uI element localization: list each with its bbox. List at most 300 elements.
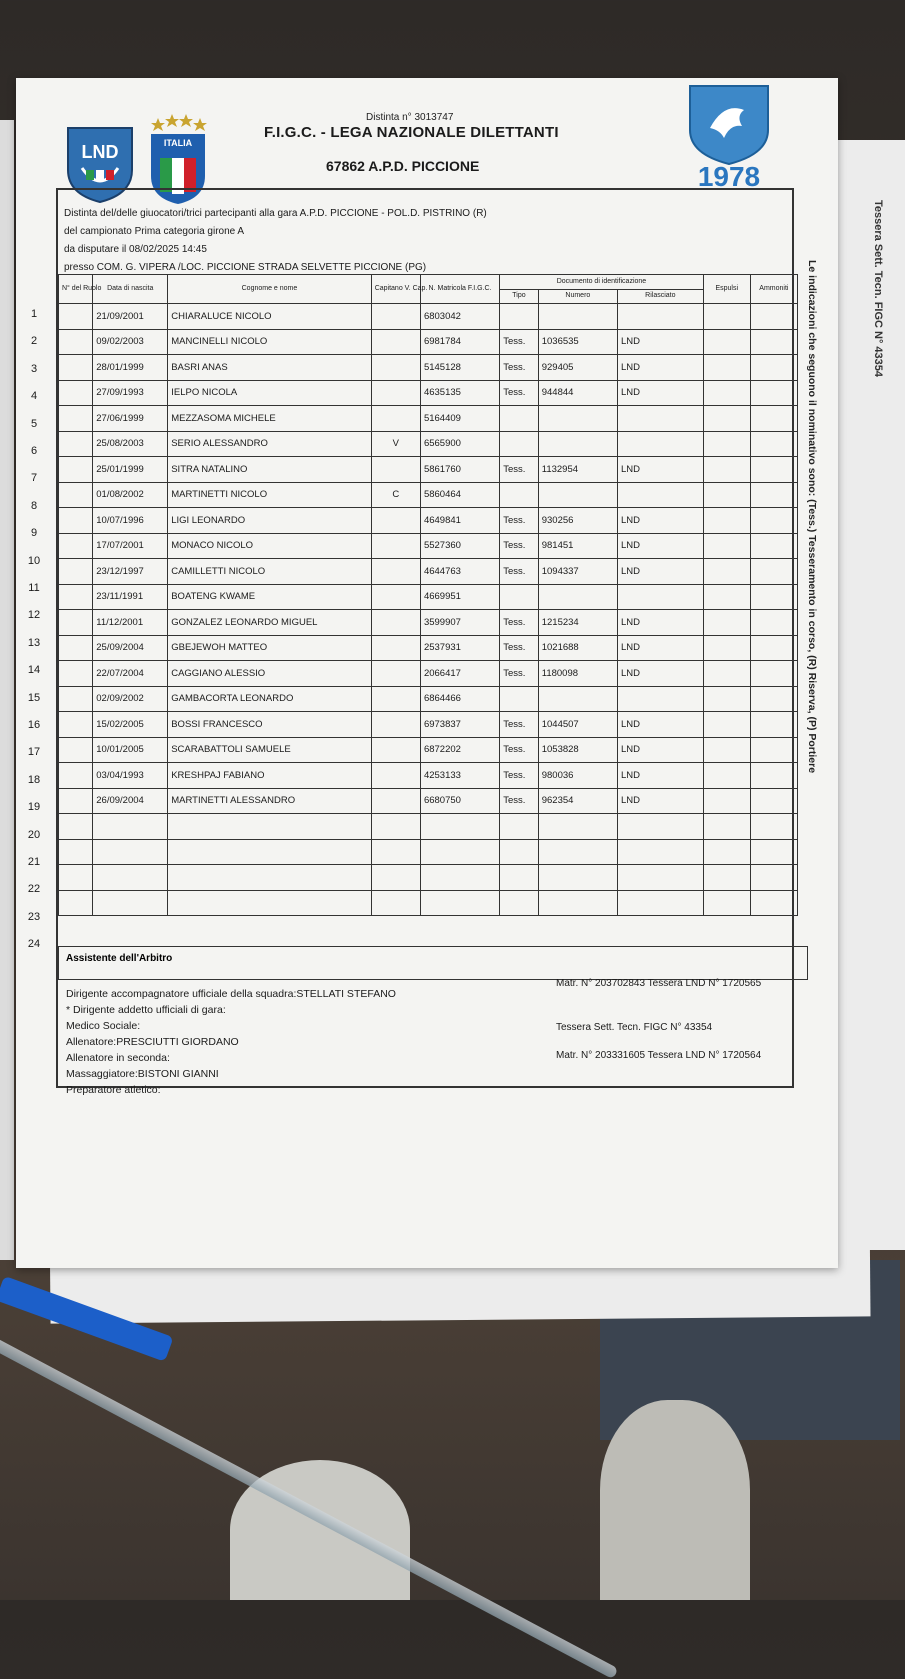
numero-cell: 1036535 — [538, 329, 617, 355]
tipo-cell: Tess. — [500, 380, 539, 406]
row-number: 10 — [27, 554, 41, 567]
footer-allenatore-tessera: Tessera Sett. Tecn. FIGC N° 43354 — [556, 1022, 713, 1033]
rilasciato-cell: LND — [617, 559, 703, 585]
espulsi-cell — [703, 661, 750, 687]
espulsi-cell — [703, 763, 750, 789]
nome-cell: GAMBACORTA LEONARDO — [168, 686, 371, 712]
row-number: 21 — [27, 856, 41, 868]
nome-cell: CHIARALUCE NICOLO — [168, 304, 371, 330]
ammoniti-cell — [750, 763, 797, 789]
rilasciato-cell: LND — [617, 457, 703, 483]
footer-allenatore2: Allenatore in seconda: — [66, 1052, 170, 1064]
row-number: 3 — [30, 362, 38, 375]
meta-gara: Distinta del/delle giuocatori/trici partecipanti alla gara A.P.D. PICCIONE - POL.D. PISTRINO (R) — [64, 208, 487, 219]
capitano-cell — [371, 406, 420, 432]
tipo-cell — [500, 686, 539, 712]
ammoniti-cell — [750, 686, 797, 712]
nome-cell — [168, 890, 371, 916]
nome-cell — [168, 865, 371, 891]
nascita-cell: 03/04/1993 — [93, 763, 168, 789]
numero-cell: 980036 — [538, 763, 617, 789]
rilasciato-cell: LND — [617, 661, 703, 687]
espulsi-cell — [703, 406, 750, 432]
shoe-right — [600, 1400, 750, 1600]
table-row — [59, 890, 798, 916]
numero-cell: 1044507 — [538, 712, 617, 738]
rilasciato-cell — [617, 890, 703, 916]
ammoniti-cell — [750, 355, 797, 381]
espulsi-cell — [703, 431, 750, 457]
nome-cell: BASRI ANAS — [168, 355, 371, 381]
table-row — [59, 406, 798, 432]
numero-cell — [538, 431, 617, 457]
ammoniti-cell — [750, 559, 797, 585]
rilasciato-cell: LND — [617, 610, 703, 636]
nome-cell: CAMILLETTI NICOLO — [168, 559, 371, 585]
row-number: 11 — [28, 582, 40, 594]
tipo-cell — [500, 431, 539, 457]
italia-logo-text: ITALIA — [163, 138, 193, 148]
nome-cell: GBEJEWOH MATTEO — [168, 635, 371, 661]
nome-cell: MEZZASOMA MICHELE — [168, 406, 371, 432]
nascita-cell: 01/08/2002 — [93, 482, 168, 508]
table-row — [59, 304, 798, 330]
meta-campionato: del campionato Prima categoria girone A — [64, 226, 245, 237]
rilasciato-cell: LND — [617, 788, 703, 814]
nome-cell: GONZALEZ LEONARDO MIGUEL — [168, 610, 371, 636]
matricola-cell: 5527360 — [420, 533, 499, 559]
row-number: 17 — [27, 746, 41, 759]
nome-cell: CAGGIANO ALESSIO — [168, 661, 371, 687]
row-number: 23 — [27, 910, 41, 923]
numero-cell — [538, 584, 617, 610]
espulsi-cell — [703, 686, 750, 712]
espulsi-cell — [703, 508, 750, 534]
capitano-cell — [371, 329, 420, 355]
numero-cell: 1215234 — [538, 610, 617, 636]
capitano-cell — [371, 380, 420, 406]
table-row — [59, 814, 798, 840]
col-ruolo: N° del Ruolo — [59, 275, 93, 304]
rilasciato-cell — [617, 304, 703, 330]
nascita-cell: 10/01/2005 — [93, 737, 168, 763]
ruolo-cell — [59, 431, 93, 457]
espulsi-cell — [703, 839, 750, 865]
matricola-cell: 6565900 — [420, 431, 499, 457]
ammoniti-cell — [750, 533, 797, 559]
capitano-cell — [371, 635, 420, 661]
espulsi-cell — [703, 584, 750, 610]
col-nome: Cognome e nome — [168, 275, 371, 304]
ruolo-cell — [59, 406, 93, 432]
nascita-cell: 25/01/1999 — [93, 457, 168, 483]
tipo-cell: Tess. — [500, 763, 539, 789]
row-number: 4 — [30, 390, 38, 403]
rilasciato-cell — [617, 406, 703, 432]
numero-cell — [538, 839, 617, 865]
numero-cell: 1021688 — [538, 635, 617, 661]
ruolo-cell — [59, 482, 93, 508]
rilasciato-cell — [617, 482, 703, 508]
footer-preparatore: Preparatore atletico: — [66, 1084, 161, 1096]
numero-cell: 1180098 — [538, 661, 617, 687]
table-row — [59, 610, 798, 636]
nome-cell: IELPO NICOLA — [168, 380, 371, 406]
col-espulsi: Espulsi — [703, 275, 750, 304]
espulsi-cell — [703, 457, 750, 483]
tipo-cell: Tess. — [500, 737, 539, 763]
matricola-cell — [420, 890, 499, 916]
ammoniti-cell — [750, 406, 797, 432]
col-numero: Numero — [538, 289, 617, 304]
meta-data: da disputare il 08/02/2025 14:45 — [64, 244, 207, 255]
table-row — [59, 482, 798, 508]
nascita-cell: 23/11/1991 — [93, 584, 168, 610]
rilasciato-cell: LND — [617, 508, 703, 534]
numero-cell — [538, 865, 617, 891]
nome-cell — [168, 839, 371, 865]
ruolo-cell — [59, 533, 93, 559]
tipo-cell — [500, 865, 539, 891]
numero-cell: 929405 — [538, 355, 617, 381]
tipo-cell: Tess. — [500, 661, 539, 687]
ruolo-cell — [59, 814, 93, 840]
numero-cell: 981451 — [538, 533, 617, 559]
nascita-cell: 27/06/1999 — [93, 406, 168, 432]
ammoniti-cell — [750, 304, 797, 330]
tipo-cell: Tess. — [500, 712, 539, 738]
table-row — [59, 635, 798, 661]
ammoniti-cell — [750, 584, 797, 610]
club-logo-year: 1978 — [697, 161, 761, 192]
matricola-cell — [420, 865, 499, 891]
capitano-cell — [371, 865, 420, 891]
capitano-cell — [371, 839, 420, 865]
tipo-cell: Tess. — [500, 355, 539, 381]
side-sheet-text: Tessera Sett. Tecn. FIGC N° 43354 — [872, 200, 884, 378]
ammoniti-cell — [750, 712, 797, 738]
table-row — [59, 329, 798, 355]
players-table-body — [59, 304, 798, 916]
row-number: 2 — [30, 335, 38, 348]
matricola-cell: 3599907 — [420, 610, 499, 636]
assistente-label: Assistente dell'Arbitro — [66, 953, 173, 964]
rilasciato-cell: LND — [617, 355, 703, 381]
numero-cell: 930256 — [538, 508, 617, 534]
capitano-cell — [371, 814, 420, 840]
nome-cell: BOSSI FRANCESCO — [168, 712, 371, 738]
espulsi-cell — [703, 533, 750, 559]
table-row — [59, 457, 798, 483]
nascita-cell: 28/01/1999 — [93, 355, 168, 381]
table-row — [59, 508, 798, 534]
row-number: 22 — [27, 883, 41, 896]
row-number: 18 — [27, 773, 41, 786]
matricola-cell: 6973837 — [420, 712, 499, 738]
ammoniti-cell — [750, 508, 797, 534]
tipo-cell: Tess. — [500, 533, 539, 559]
table-row — [59, 737, 798, 763]
row-number: 9 — [30, 527, 38, 540]
espulsi-cell — [703, 610, 750, 636]
footer-dirigente: Dirigente accompagnatore ufficiale della squadra:STELLATI STEFANO — [66, 988, 396, 1000]
row-number: 19 — [27, 801, 41, 814]
matricola-cell: 6680750 — [420, 788, 499, 814]
nome-cell: LIGI LEONARDO — [168, 508, 371, 534]
meta-presso: presso COM. G. VIPERA /LOC. PICCIONE STRADA SELVETTE PICCIONE (PG) — [64, 262, 427, 273]
col-nascita: Data di nascita — [93, 275, 168, 304]
nascita-cell: 23/12/1997 — [93, 559, 168, 585]
ammoniti-cell — [750, 431, 797, 457]
ammoniti-cell — [750, 890, 797, 916]
rilasciato-cell: LND — [617, 380, 703, 406]
nascita-cell — [93, 890, 168, 916]
capitano-cell — [371, 559, 420, 585]
ammoniti-cell — [750, 865, 797, 891]
numero-cell: 1094337 — [538, 559, 617, 585]
numero-cell: 962354 — [538, 788, 617, 814]
espulsi-cell — [703, 635, 750, 661]
capitano-cell — [371, 584, 420, 610]
ammoniti-cell — [750, 482, 797, 508]
ammoniti-cell — [750, 380, 797, 406]
row-number: 14 — [27, 664, 41, 677]
table-row — [59, 431, 798, 457]
ruolo-cell — [59, 788, 93, 814]
row-number: 16 — [27, 719, 41, 731]
capitano-cell — [371, 610, 420, 636]
table-row — [59, 686, 798, 712]
nome-cell: SITRA NATALINO — [168, 457, 371, 483]
matricola-cell: 5861760 — [420, 457, 499, 483]
nascita-cell: 26/09/2004 — [93, 788, 168, 814]
row-number: 12 — [27, 609, 41, 622]
distinta-sheet — [16, 78, 838, 1268]
ammoniti-cell — [750, 635, 797, 661]
nascita-cell — [93, 865, 168, 891]
matricola-cell: 4649841 — [420, 508, 499, 534]
capitano-cell — [371, 763, 420, 789]
row-number: 13 — [27, 636, 41, 649]
capitano-cell: V — [371, 431, 420, 457]
row-number: 1 — [30, 308, 38, 320]
numero-cell — [538, 304, 617, 330]
footer-dirigente-matricola: Matr. N° 203702843 Tessera LND N° 1720565 — [556, 978, 762, 989]
row-number: 15 — [27, 691, 41, 704]
nascita-cell: 02/09/2002 — [93, 686, 168, 712]
espulsi-cell — [703, 712, 750, 738]
ruolo-cell — [59, 865, 93, 891]
tipo-cell: Tess. — [500, 635, 539, 661]
ruolo-cell — [59, 355, 93, 381]
table-row — [59, 839, 798, 865]
ruolo-cell — [59, 610, 93, 636]
nome-cell: MANCINELLI NICOLO — [168, 329, 371, 355]
tipo-cell: Tess. — [500, 508, 539, 534]
espulsi-cell — [703, 865, 750, 891]
col-ammoniti: Ammoniti — [750, 275, 797, 304]
tipo-cell: Tess. — [500, 610, 539, 636]
nome-cell: MARTINETTI ALESSANDRO — [168, 788, 371, 814]
numero-cell: 1053828 — [538, 737, 617, 763]
footer-allenatore: Allenatore:PRESCIUTTI GIORDANO — [66, 1036, 239, 1048]
nascita-cell: 09/02/2003 — [93, 329, 168, 355]
matricola-cell: 6872202 — [420, 737, 499, 763]
ruolo-cell — [59, 559, 93, 585]
table-row — [59, 661, 798, 687]
espulsi-cell — [703, 788, 750, 814]
legend-note: Le indicazioni che seguono il nominativo sono: (Tess.) Tesseramento in corso, (R) Riserva, (P) Portiere — [806, 260, 818, 774]
ruolo-cell — [59, 763, 93, 789]
tipo-cell — [500, 839, 539, 865]
tipo-cell — [500, 584, 539, 610]
rilasciato-cell: LND — [617, 763, 703, 789]
espulsi-cell — [703, 304, 750, 330]
capitano-cell — [371, 737, 420, 763]
nascita-cell — [93, 814, 168, 840]
capitano-cell: C — [371, 482, 420, 508]
table-row — [59, 712, 798, 738]
ammoniti-cell — [750, 329, 797, 355]
nascita-cell: 17/07/2001 — [93, 533, 168, 559]
numero-cell — [538, 814, 617, 840]
distinta-number: Distinta n° 3013747 — [366, 112, 454, 123]
nome-cell: KRESHPAJ FABIANO — [168, 763, 371, 789]
ruolo-cell — [59, 839, 93, 865]
ruolo-cell — [59, 737, 93, 763]
table-row — [59, 380, 798, 406]
ruolo-cell — [59, 329, 93, 355]
rilasciato-cell — [617, 686, 703, 712]
capitano-cell — [371, 533, 420, 559]
footer-massaggiatore-matricola: Matr. N° 203331605 Tessera LND N° 1720564 — [556, 1050, 762, 1061]
ruolo-cell — [59, 508, 93, 534]
col-matricola: N. Matricola F.I.G.C. — [420, 275, 499, 304]
left-paper-edge — [0, 120, 14, 1260]
rilasciato-cell — [617, 814, 703, 840]
ammoniti-cell — [750, 839, 797, 865]
tipo-cell: Tess. — [500, 788, 539, 814]
rilasciato-cell: LND — [617, 712, 703, 738]
row-number: 5 — [30, 417, 38, 430]
row-number: 24 — [27, 938, 41, 951]
page-title: F.I.G.C. - LEGA NAZIONALE DILETTANTI — [264, 124, 559, 141]
table-row — [59, 355, 798, 381]
ruolo-cell — [59, 661, 93, 687]
matricola-cell: 6803042 — [420, 304, 499, 330]
tipo-cell: Tess. — [500, 457, 539, 483]
tipo-cell: Tess. — [500, 559, 539, 585]
matricola-cell: 4635135 — [420, 380, 499, 406]
numero-cell — [538, 890, 617, 916]
col-documento: Documento di identificazione — [500, 275, 704, 290]
matricola-cell: 6981784 — [420, 329, 499, 355]
rilasciato-cell — [617, 431, 703, 457]
table-row — [59, 763, 798, 789]
ruolo-cell — [59, 635, 93, 661]
players-table — [58, 274, 798, 916]
capitano-cell — [371, 508, 420, 534]
espulsi-cell — [703, 482, 750, 508]
nascita-cell: 25/09/2004 — [93, 635, 168, 661]
nascita-cell: 10/07/1996 — [93, 508, 168, 534]
matricola-cell: 4253133 — [420, 763, 499, 789]
col-rilasciato: Rilasciato — [617, 289, 703, 304]
table-row — [59, 559, 798, 585]
footer-massaggiatore: Massaggiatore:BISTONI GIANNI — [66, 1068, 219, 1080]
ruolo-cell — [59, 584, 93, 610]
nome-cell: MARTINETTI NICOLO — [168, 482, 371, 508]
rilasciato-cell: LND — [617, 737, 703, 763]
rilasciato-cell: LND — [617, 635, 703, 661]
capitano-cell — [371, 686, 420, 712]
matricola-cell — [420, 839, 499, 865]
rilasciato-cell — [617, 839, 703, 865]
row-number: 7 — [30, 472, 38, 485]
table-row — [59, 865, 798, 891]
numero-cell: 944844 — [538, 380, 617, 406]
piccione-club-logo-icon — [684, 82, 774, 194]
nome-cell: MONACO NICOLO — [168, 533, 371, 559]
matricola-cell: 4669951 — [420, 584, 499, 610]
capitano-cell — [371, 712, 420, 738]
row-number: 8 — [30, 499, 38, 512]
nascita-cell: 21/09/2001 — [93, 304, 168, 330]
capitano-cell — [371, 355, 420, 381]
tipo-cell — [500, 406, 539, 432]
capitano-cell — [371, 457, 420, 483]
ammoniti-cell — [750, 737, 797, 763]
ammoniti-cell — [750, 457, 797, 483]
matricola-cell: 4644763 — [420, 559, 499, 585]
matricola-cell: 5164409 — [420, 406, 499, 432]
numero-cell — [538, 686, 617, 712]
numero-cell — [538, 482, 617, 508]
matricola-cell: 2066417 — [420, 661, 499, 687]
espulsi-cell — [703, 737, 750, 763]
pen — [0, 1331, 619, 1679]
espulsi-cell — [703, 559, 750, 585]
tipo-cell — [500, 814, 539, 840]
matricola-cell: 5145128 — [420, 355, 499, 381]
capitano-cell — [371, 890, 420, 916]
espulsi-cell — [703, 814, 750, 840]
nascita-cell: 22/07/2004 — [93, 661, 168, 687]
footer-addetto: * Dirigente addetto ufficiali di gara: — [66, 1004, 226, 1016]
nascita-cell — [93, 839, 168, 865]
matricola-cell — [420, 814, 499, 840]
club-name: 67862 A.P.D. PICCIONE — [326, 158, 480, 174]
ammoniti-cell — [750, 610, 797, 636]
row-number: 6 — [30, 445, 38, 457]
lnd-logo-text: LND — [81, 142, 119, 162]
capitano-cell — [371, 788, 420, 814]
footer-medico: Medico Sociale: — [66, 1020, 141, 1032]
tipo-cell — [500, 304, 539, 330]
table-row — [59, 533, 798, 559]
rilasciato-cell — [617, 865, 703, 891]
nascita-cell: 11/12/2001 — [93, 610, 168, 636]
nascita-cell: 15/02/2005 — [93, 712, 168, 738]
espulsi-cell — [703, 329, 750, 355]
table-row — [59, 584, 798, 610]
nome-cell — [168, 814, 371, 840]
ammoniti-cell — [750, 814, 797, 840]
ammoniti-cell — [750, 661, 797, 687]
nascita-cell: 25/08/2003 — [93, 431, 168, 457]
nome-cell: SCARABATTOLI SAMUELE — [168, 737, 371, 763]
col-tipo: Tipo — [500, 289, 539, 304]
